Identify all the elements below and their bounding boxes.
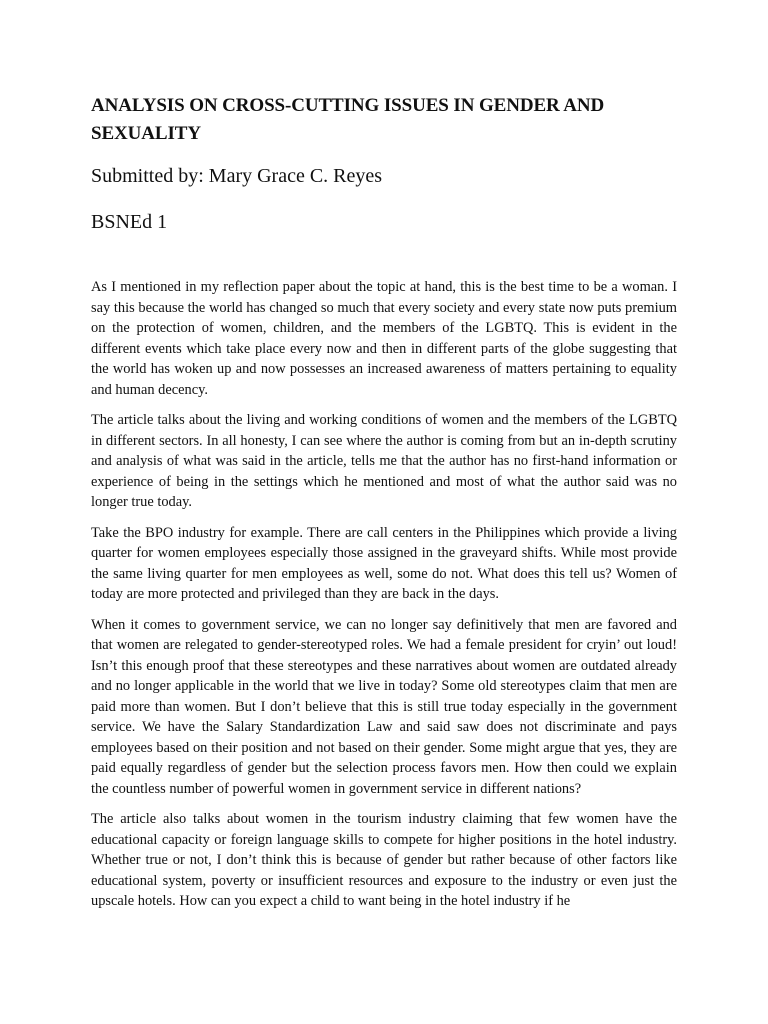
document-body <box>91 277 677 912</box>
paragraph: As I mentioned in my reflection paper about the topic at hand, this is the best time to be a woman. I say this because the world has changed so much that every society and every state now puts premium on the protection of women, children, and the members of the LGBTQ. This is evident in the different events which take place every now and then in different parts of the globe suggesting that the world has woken up and now possesses an increased awareness of matters pertaining to equality and human decency. <box>91 279 677 398</box>
paragraph: When it comes to government service, we can no longer say definitively that men are favored and that women are relegated to gender-stereotyped roles. We had a female president for cryin’ out loud! Isn’t this enough proof that these stereotypes and these narratives about women are outdated already and no longer applicable in the world that we live in today? Some old stereotypes claim that men are paid more than women. But I don’t believe that this is still true today especially in the government service. We have the Salary Standardization Law and said saw does not discriminate and pays employees based on their position and not based on their gender. Some might argue that yes, they are paid equally regardless of gender but the selection process favors men. How then could we explain the countless number of powerful women in government service in different nations? <box>91 616 677 797</box>
document-page <box>91 92 677 922</box>
paragraph: The article talks about the living and working conditions of women and the members of the LGBTQ in different sectors. In all honesty, I can see where the author is coming from but an in-depth scrutiny and analysis of what was said in the article, tells me that the author has no first-hand information or experience of being in the settings which he mentioned and most of what the author said was no longer true today. <box>91 412 677 510</box>
paragraph: Take the BPO industry for example. There are call centers in the Philippines which provide a living quarter for women employees especially those assigned in the graveyard shifts. While most provide the same living quarter for men employees as well, some do not. What does this tell us? Women of today are more protected and privileged than they are back in the days. <box>91 524 677 602</box>
document-title: ANALYSIS ON CROSS-CUTTING ISSUES IN GENDER AND SEXUALITY <box>91 95 605 144</box>
paragraph: The article also talks about women in the tourism industry claiming that few women have the educational capacity or foreign language skills to compete for higher positions in the hotel industry. Whether true or not, I don’t think this is because of gender but rather because of other factors like educational system, poverty or insufficient resources and exposure to the industry or even just the upscale hotels. How can you expect a child to want being in the hotel industry if he <box>91 811 677 909</box>
course-line: BSNEd 1 <box>91 211 168 233</box>
author-line: Submitted by: Mary Grace C. Reyes <box>91 165 383 187</box>
